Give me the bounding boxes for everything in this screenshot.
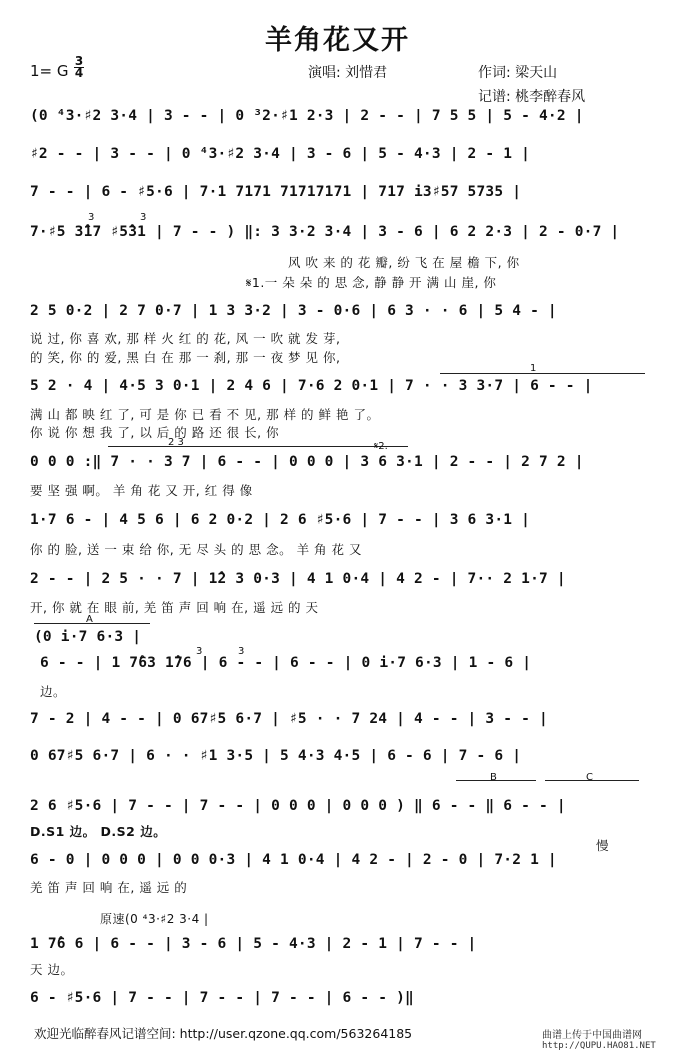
triplet-mark: 3 bbox=[238, 646, 245, 657]
lyric-line: 𝄋1.一 朵 朵 的 思 念, 静 静 开 满 山 崖, 你 bbox=[246, 275, 497, 290]
singer-credit: 演唱: 刘惜君 bbox=[308, 65, 388, 81]
key-signature: 1= G bbox=[30, 62, 69, 80]
score-row-10: 6 - - | 1 7̂63 1̂76 | 6 - - | 6 - - | 0 i·7 6·3 | 1 - 6 | bbox=[40, 655, 532, 671]
time-signature-bottom: 4 bbox=[74, 66, 84, 80]
volta-number: 1 bbox=[530, 363, 537, 374]
lyric-line: 满 山 都 映 红 了, 可 是 你 已 看 不 见, 那 样 的 鲜 艳 了。 bbox=[30, 407, 380, 422]
bracket-label: B bbox=[490, 772, 497, 783]
lyric-line: 羌 笛 声 回 响 在, 遥 远 的 bbox=[30, 880, 188, 895]
score-row-16: 6 - ♯5·6 | 7 - - | 7 - - | 7 - - | 6 - - )‖ bbox=[30, 990, 414, 1006]
score-row-12: 0 67♯5 6·7 | 6 · · ♯1 3·5 | 5 4·3 4·5 | 6 - 6 | 7 - 6 | bbox=[30, 748, 522, 764]
watermark-line-1: 曲谱上传于中国曲谱网 bbox=[542, 1030, 642, 1041]
lyricist-credit: 作词: 梁天山 bbox=[478, 65, 558, 81]
lyric-line: 你 的 脸, 送 一 束 给 你, 无 尽 头 的 思 念。 羊 角 花 又 bbox=[30, 542, 362, 557]
lyric-line: 说 过, 你 喜 欢, 那 样 火 红 的 花, 风 一 吹 就 发 芽, bbox=[30, 331, 341, 346]
score-row-15: 1 7̂6 6 | 6 - - | 3 - 6 | 5 - 4·3 | 2 - 1 | 7 - - | bbox=[30, 936, 477, 952]
volta-bracket-23 bbox=[108, 446, 408, 451]
score-row-10-intro: (0 i·7 6·3 | bbox=[34, 629, 142, 645]
lyric-line: 开, 你 就 在 眼 前, 羌 笛 声 回 响 在, 遥 远 的 天 bbox=[30, 600, 319, 615]
lyric-line: 边。 bbox=[40, 684, 67, 699]
time-signature bbox=[74, 56, 84, 79]
lyric-line: 要 坚 强 啊。 羊 角 花 又 开, 红 得 像 bbox=[30, 483, 253, 498]
tempo-mark-slow: 慢 bbox=[596, 838, 610, 853]
score-row-9: 2 - - | 2 5 · · 7 | 1̂2 3 0·3 | 4 1 0·4 | 4 2 - | 7·· 2 1·7 | bbox=[30, 571, 566, 587]
time-signature-top: 3 bbox=[74, 54, 84, 68]
score-row-6: 5 2 · 4 | 4·5 3 0·1 | 2 4 6 | 7·6 2 0·1 | 7 · · 3 3·7 | 6 - - | bbox=[30, 378, 593, 394]
triplet-mark: 3 bbox=[140, 212, 147, 223]
triplet-mark: 3 bbox=[88, 212, 95, 223]
score-row-7: 0 0 0 :‖ 7 · · 3 7 | 6 - - | 0 0 0 | 3 6 3·1 | 2 - - | 2 7 2 | bbox=[30, 454, 584, 470]
lyric-line: 的 笑, 你 的 爱, 黑 白 在 那 一 刹, 那 一 夜 梦 见 你, bbox=[30, 350, 341, 365]
score-row-13: 2 6 ♯5·6 | 7 - - | 7 - - | 0 0 0 | 0 0 0 ) ‖ 6 - - ‖ 6 - - | bbox=[30, 798, 566, 814]
segno-mark: 𝄋2. bbox=[374, 441, 388, 452]
watermark-line-2: http://QUPU.HAO81.NET bbox=[542, 1041, 656, 1051]
score-row-2: ♯2 - - | 3 - - | 0 ⁴3·♯2 3·4 | 3 - 6 | 5 - 4·3 | 2 - 1 | bbox=[30, 146, 531, 162]
transcriber-credit: 记谱: 桃李醉春风 bbox=[478, 89, 586, 105]
triplet-mark: 3 bbox=[196, 646, 203, 657]
lyric-line: 你 说 你 想 我 了, 以 后 的 路 还 很 长, 你 bbox=[30, 425, 280, 440]
score-row-1: (0 ⁴3·♯2 3·4 | 3 - - | 0 ³2·♯1 2·3 | 2 - - | 7 5 5 | 5 - 4·2 | bbox=[30, 108, 584, 124]
score-row-8: 1·7 6 - | 4 5 6 | 6 2 0·2 | 2 6 ♯5·6 | 7 - - | 3 6 3·1 | bbox=[30, 512, 531, 528]
score-row-5: 2 5 0·2 | 2 7 0·7 | 1 3 3·2 | 3 - 0·6 | 6 3 · · 6 | 5 4 - | bbox=[30, 303, 557, 319]
watermark bbox=[542, 1030, 656, 1052]
score-row-4: 7·♯5 3̂17 ♯5̂31 | 7 - - ) ‖: 3 3·2 3·4 | 3 - 6 | 6 2 2·3 | 2 - 0·7 | bbox=[30, 224, 620, 240]
score-row-14: 6 - 0 | 0 0 0 | 0 0 0·3 | 4 1 0·4 | 4 2 - | 2 - 0 | 7·2 1 | bbox=[30, 852, 557, 868]
score-row-11: 7 - 2 | 4 - - | 0 67♯5 6·7 | ♯5 · · 7 24 | 4 - - | 3 - - | bbox=[30, 711, 548, 727]
footer-text: 欢迎光临醉春风记谱空间: http://user.qzone.qq.com/563264185 bbox=[34, 1026, 413, 1041]
lyric-line: D.S1 边。 D.S2 边。 bbox=[30, 824, 167, 839]
bracket-label: A bbox=[86, 614, 93, 625]
tempo-mark-original: 原速(0 ⁴3·♯2 3·4 | bbox=[100, 912, 209, 926]
lyric-line: 风 吹 来 的 花 瓣, 纷 飞 在 屋 檐 下, 你 bbox=[288, 255, 520, 270]
volta-number: 2 3 bbox=[168, 437, 184, 448]
lyric-line: 天 边。 bbox=[30, 962, 74, 977]
song-title: 羊角花又开 bbox=[265, 25, 410, 56]
score-row-3: 7 - - | 6 - ♯5·6 | 7·1 7171 71717171 | 717 i3♯57 5735 | bbox=[30, 184, 522, 200]
bracket-label: C bbox=[586, 772, 593, 783]
